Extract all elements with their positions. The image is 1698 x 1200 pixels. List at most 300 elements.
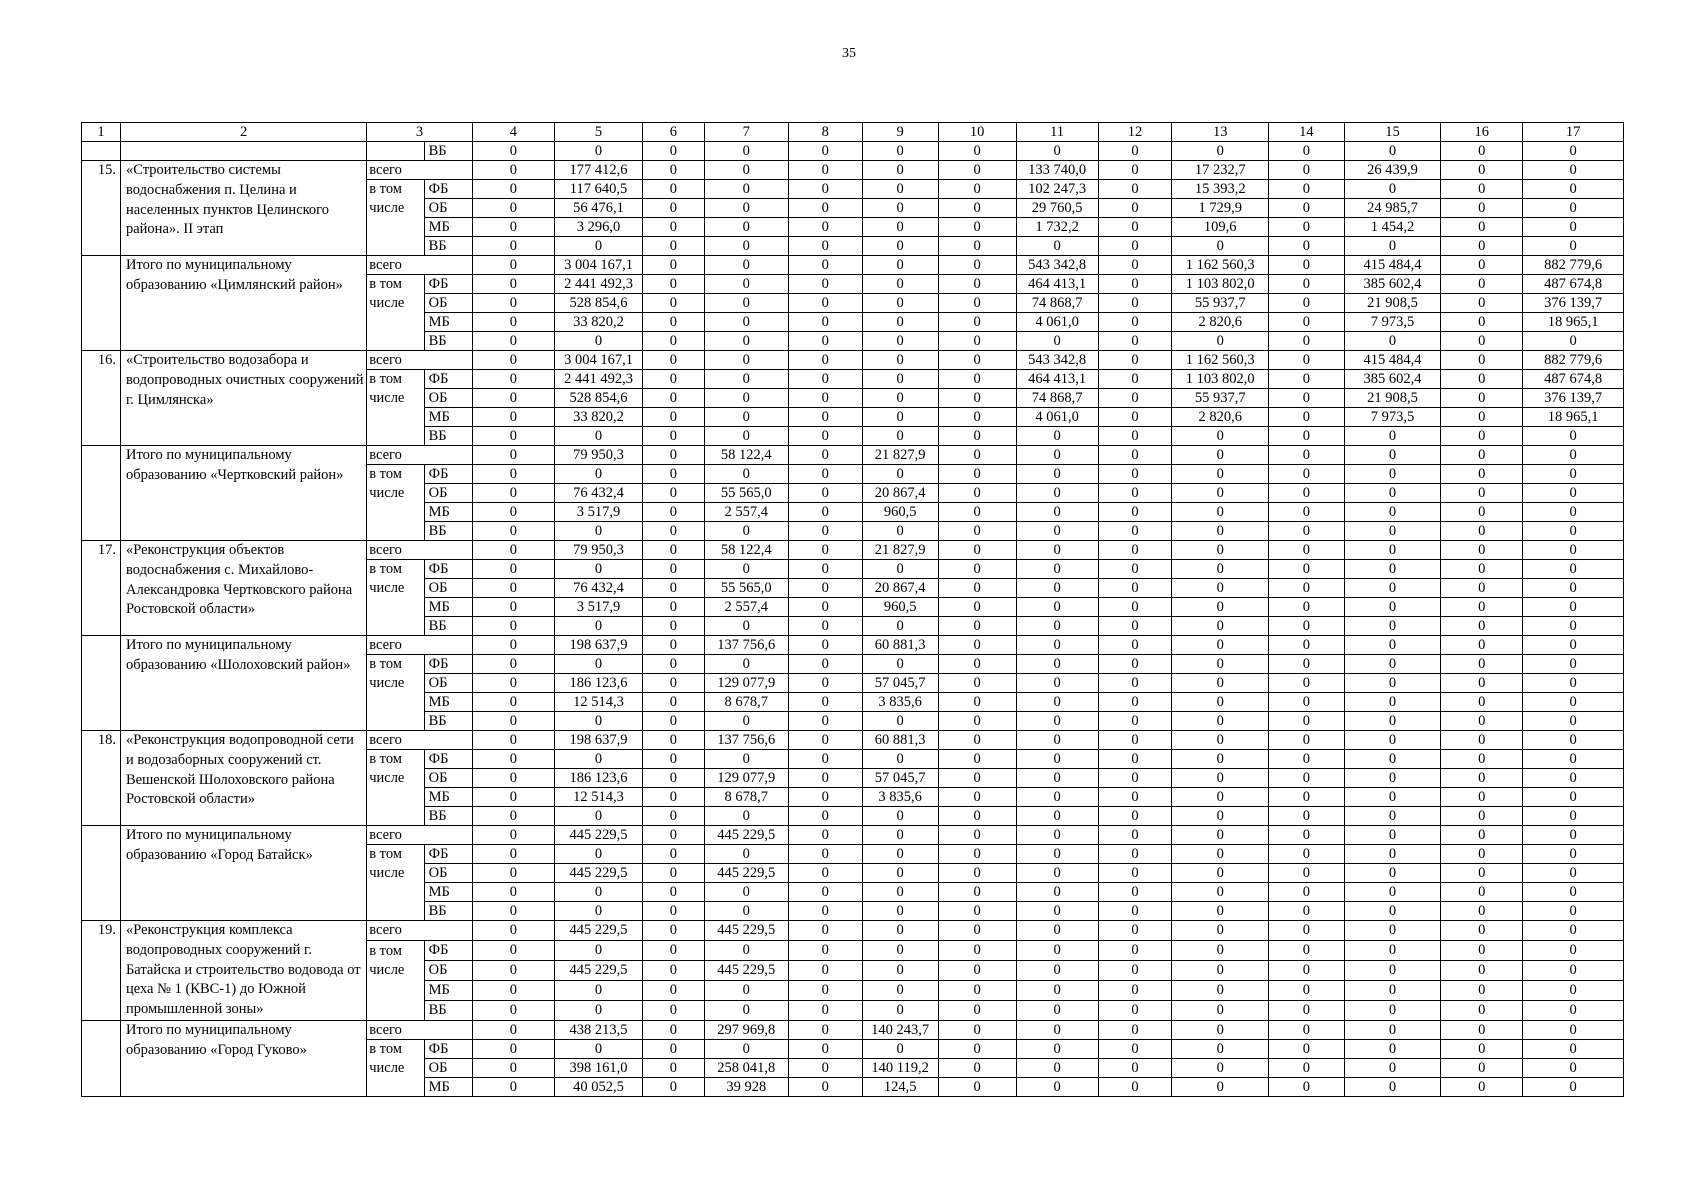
value-cell: 445 229,5 <box>554 921 642 941</box>
value-cell: 0 <box>1268 921 1344 941</box>
value-cell: 0 <box>1344 332 1440 351</box>
value-cell: 0 <box>1098 541 1172 560</box>
empty-cell <box>367 522 424 541</box>
value-cell: 0 <box>788 579 862 598</box>
value-cell: 0 <box>1172 541 1268 560</box>
value-cell: 0 <box>1523 693 1624 712</box>
value-cell: 0 <box>704 807 788 826</box>
object-name: Итого по муниципальному образованию «Чертковский район» <box>120 446 366 541</box>
value-cell: 445 229,5 <box>554 960 642 980</box>
value-cell: 17 232,7 <box>1172 161 1268 180</box>
source-label: ВБ <box>424 617 472 636</box>
value-cell: 0 <box>1523 826 1624 845</box>
including-label: числе <box>367 484 424 503</box>
value-cell: 3 296,0 <box>554 218 642 237</box>
header-cell: 4 <box>472 123 554 142</box>
value-cell: 0 <box>1098 807 1172 826</box>
value-cell: 0 <box>643 218 705 237</box>
source-label: ВБ <box>424 807 472 826</box>
value-cell: 0 <box>938 313 1016 332</box>
value-cell: 0 <box>1098 921 1172 941</box>
value-cell: 464 413,1 <box>1016 275 1098 294</box>
value-cell: 0 <box>1268 484 1344 503</box>
value-cell: 0 <box>1268 598 1344 617</box>
value-cell: 137 756,6 <box>704 731 788 750</box>
value-cell: 0 <box>938 864 1016 883</box>
value-cell: 0 <box>788 560 862 579</box>
value-cell: 0 <box>1172 465 1268 484</box>
value-cell: 0 <box>643 1058 705 1077</box>
value-cell: 0 <box>1523 1039 1624 1058</box>
value-cell: 0 <box>938 351 1016 370</box>
value-cell: 0 <box>1268 199 1344 218</box>
value-cell: 0 <box>788 332 862 351</box>
value-cell: 0 <box>1344 940 1440 960</box>
value-cell: 0 <box>1441 218 1523 237</box>
value-cell: 0 <box>1441 370 1523 389</box>
value-cell: 0 <box>643 275 705 294</box>
value-cell: 0 <box>862 864 938 883</box>
value-cell: 0 <box>704 655 788 674</box>
value-cell: 0 <box>862 921 938 941</box>
value-cell: 0 <box>643 484 705 503</box>
value-cell: 0 <box>1016 1039 1098 1058</box>
value-cell: 0 <box>1344 617 1440 636</box>
value-cell: 0 <box>1098 1039 1172 1058</box>
value-cell: 0 <box>1268 712 1344 731</box>
value-cell: 33 820,2 <box>554 313 642 332</box>
value-cell: 0 <box>1098 1058 1172 1077</box>
value-cell: 7 973,5 <box>1344 313 1440 332</box>
value-cell: 0 <box>1441 142 1523 161</box>
value-cell: 0 <box>1016 636 1098 655</box>
header-cell: 17 <box>1523 123 1624 142</box>
value-cell: 960,5 <box>862 503 938 522</box>
value-cell: 0 <box>1441 826 1523 845</box>
value-cell: 0 <box>643 598 705 617</box>
value-cell: 0 <box>1523 427 1624 446</box>
value-cell: 0 <box>1523 1020 1624 1039</box>
value-cell: 0 <box>1344 427 1440 446</box>
value-cell: 102 247,3 <box>1016 180 1098 199</box>
value-cell: 0 <box>704 522 788 541</box>
value-cell: 0 <box>1523 921 1624 941</box>
value-cell: 0 <box>1016 142 1098 161</box>
value-cell: 76 432,4 <box>554 484 642 503</box>
value-cell: 0 <box>1523 769 1624 788</box>
source-label: ОБ <box>424 294 472 313</box>
value-cell: 0 <box>1523 541 1624 560</box>
value-cell: 0 <box>1441 579 1523 598</box>
including-label: в том <box>367 750 424 769</box>
source-label: ОБ <box>424 769 472 788</box>
value-cell: 0 <box>1016 237 1098 256</box>
value-cell: 0 <box>1268 218 1344 237</box>
value-cell: 0 <box>472 864 554 883</box>
value-cell: 0 <box>788 142 862 161</box>
total-label: всего <box>367 921 473 941</box>
including-label: числе <box>367 389 424 408</box>
row-number: 18. <box>82 731 121 826</box>
value-cell: 0 <box>788 655 862 674</box>
value-cell: 0 <box>1344 674 1440 693</box>
value-cell: 0 <box>643 674 705 693</box>
value-cell: 0 <box>1098 826 1172 845</box>
value-cell: 0 <box>1098 465 1172 484</box>
value-cell: 0 <box>704 332 788 351</box>
value-cell: 0 <box>938 142 1016 161</box>
value-cell: 0 <box>554 655 642 674</box>
value-cell: 0 <box>1441 408 1523 427</box>
value-cell: 0 <box>938 408 1016 427</box>
value-cell: 177 412,6 <box>554 161 642 180</box>
value-cell: 0 <box>1344 1020 1440 1039</box>
value-cell: 0 <box>704 389 788 408</box>
value-cell: 0 <box>788 503 862 522</box>
value-cell: 129 077,9 <box>704 674 788 693</box>
value-cell: 0 <box>938 541 1016 560</box>
value-cell: 0 <box>1268 674 1344 693</box>
value-cell: 0 <box>1344 522 1440 541</box>
including-label: в том <box>367 940 424 960</box>
value-cell: 0 <box>1523 940 1624 960</box>
value-cell: 0 <box>1016 807 1098 826</box>
value-cell: 0 <box>1268 940 1344 960</box>
value-cell: 0 <box>643 788 705 807</box>
value-cell: 0 <box>1268 864 1344 883</box>
value-cell: 0 <box>1523 980 1624 1000</box>
value-cell: 0 <box>643 980 705 1000</box>
value-cell: 117 640,5 <box>554 180 642 199</box>
including-label: в том <box>367 275 424 294</box>
source-label: ФБ <box>424 275 472 294</box>
value-cell: 0 <box>1016 712 1098 731</box>
value-cell: 0 <box>704 256 788 275</box>
value-cell: 376 139,7 <box>1523 294 1624 313</box>
value-cell: 0 <box>643 940 705 960</box>
value-cell: 0 <box>643 864 705 883</box>
value-cell: 0 <box>1344 883 1440 902</box>
value-cell: 0 <box>554 940 642 960</box>
value-cell: 0 <box>1016 579 1098 598</box>
value-cell: 0 <box>788 1058 862 1077</box>
value-cell: 0 <box>704 351 788 370</box>
header-cell: 8 <box>788 123 862 142</box>
value-cell: 0 <box>1172 845 1268 864</box>
value-cell: 0 <box>1172 674 1268 693</box>
value-cell: 0 <box>472 617 554 636</box>
value-cell: 0 <box>1098 332 1172 351</box>
value-cell: 0 <box>938 1020 1016 1039</box>
value-cell: 0 <box>1441 351 1523 370</box>
table-row <box>82 142 1624 161</box>
value-cell: 0 <box>1523 674 1624 693</box>
value-cell: 0 <box>788 256 862 275</box>
value-cell: 0 <box>1523 636 1624 655</box>
value-cell: 0 <box>1523 237 1624 256</box>
value-cell: 0 <box>1268 161 1344 180</box>
value-cell: 0 <box>938 370 1016 389</box>
including-label: в том <box>367 370 424 389</box>
value-cell: 0 <box>1016 940 1098 960</box>
value-cell: 0 <box>1016 980 1098 1000</box>
value-cell: 2 820,6 <box>1172 408 1268 427</box>
value-cell: 74 868,7 <box>1016 389 1098 408</box>
value-cell: 0 <box>643 807 705 826</box>
value-cell: 29 760,5 <box>1016 199 1098 218</box>
value-cell: 0 <box>1172 598 1268 617</box>
value-cell: 57 045,7 <box>862 674 938 693</box>
value-cell: 0 <box>1441 294 1523 313</box>
value-cell: 0 <box>1172 617 1268 636</box>
value-cell: 0 <box>643 446 705 465</box>
value-cell: 0 <box>862 826 938 845</box>
value-cell: 0 <box>788 712 862 731</box>
value-cell: 0 <box>554 427 642 446</box>
value-cell: 0 <box>1172 712 1268 731</box>
value-cell: 0 <box>1344 788 1440 807</box>
value-cell: 0 <box>472 142 554 161</box>
value-cell: 0 <box>1268 370 1344 389</box>
value-cell: 0 <box>1441 674 1523 693</box>
value-cell: 8 678,7 <box>704 693 788 712</box>
value-cell: 0 <box>704 275 788 294</box>
value-cell: 0 <box>1344 541 1440 560</box>
value-cell: 0 <box>1268 750 1344 769</box>
value-cell: 0 <box>1172 332 1268 351</box>
value-cell: 0 <box>788 1000 862 1020</box>
value-cell: 3 004 167,1 <box>554 256 642 275</box>
value-cell: 0 <box>1098 617 1172 636</box>
value-cell: 882 779,6 <box>1523 351 1624 370</box>
value-cell: 0 <box>1016 788 1098 807</box>
empty-cell <box>367 712 424 731</box>
value-cell: 58 122,4 <box>704 541 788 560</box>
including-label: числе <box>367 769 424 788</box>
value-cell: 0 <box>1172 427 1268 446</box>
value-cell: 0 <box>472 712 554 731</box>
value-cell: 55 937,7 <box>1172 389 1268 408</box>
value-cell: 0 <box>1016 731 1098 750</box>
value-cell: 0 <box>1016 484 1098 503</box>
total-label: всего <box>367 446 473 465</box>
value-cell: 0 <box>1172 1058 1268 1077</box>
table-row <box>82 351 1624 370</box>
value-cell: 0 <box>938 769 1016 788</box>
including-label: числе <box>367 294 424 313</box>
value-cell: 0 <box>1344 237 1440 256</box>
value-cell: 0 <box>472 199 554 218</box>
value-cell: 0 <box>788 370 862 389</box>
value-cell: 0 <box>704 902 788 921</box>
value-cell: 0 <box>643 902 705 921</box>
value-cell: 0 <box>472 902 554 921</box>
value-cell: 0 <box>472 940 554 960</box>
value-cell: 0 <box>643 693 705 712</box>
object-name: «Реконструкция водопроводной сети и водозаборных сооружений ст. Вешенской Шолоховского района Ростовской области» <box>120 731 366 826</box>
value-cell: 0 <box>1172 902 1268 921</box>
value-cell: 0 <box>1172 655 1268 674</box>
value-cell: 20 867,4 <box>862 484 938 503</box>
value-cell: 0 <box>704 845 788 864</box>
table-row <box>82 731 1624 750</box>
value-cell: 0 <box>938 484 1016 503</box>
object-name: «Строительство системы водоснабжения п. Целина и населенных пунктов Целинского района». II этап <box>120 161 366 256</box>
value-cell: 0 <box>472 636 554 655</box>
value-cell: 0 <box>554 1000 642 1020</box>
value-cell: 0 <box>1098 275 1172 294</box>
value-cell: 0 <box>788 313 862 332</box>
value-cell: 0 <box>788 731 862 750</box>
value-cell: 0 <box>643 617 705 636</box>
value-cell: 0 <box>1441 275 1523 294</box>
including-label: числе <box>367 674 424 693</box>
value-cell: 0 <box>643 655 705 674</box>
value-cell: 0 <box>1098 960 1172 980</box>
value-cell: 0 <box>554 902 642 921</box>
value-cell: 0 <box>938 807 1016 826</box>
value-cell: 0 <box>1523 1058 1624 1077</box>
value-cell: 0 <box>1016 1077 1098 1096</box>
value-cell: 0 <box>1441 693 1523 712</box>
value-cell: 0 <box>1098 1020 1172 1039</box>
value-cell: 0 <box>643 351 705 370</box>
value-cell: 0 <box>643 731 705 750</box>
total-label: всего <box>367 1020 473 1039</box>
value-cell: 0 <box>1441 256 1523 275</box>
value-cell: 0 <box>938 522 1016 541</box>
value-cell: 2 441 492,3 <box>554 370 642 389</box>
value-cell: 0 <box>788 294 862 313</box>
value-cell: 1 454,2 <box>1344 218 1440 237</box>
value-cell: 0 <box>1172 1077 1268 1096</box>
value-cell: 0 <box>472 1020 554 1039</box>
value-cell: 0 <box>704 427 788 446</box>
value-cell: 0 <box>1268 769 1344 788</box>
value-cell: 12 514,3 <box>554 693 642 712</box>
value-cell: 0 <box>1344 864 1440 883</box>
value-cell: 0 <box>643 560 705 579</box>
empty-cell <box>367 617 424 636</box>
row-number <box>82 826 121 921</box>
header-cell: 9 <box>862 123 938 142</box>
value-cell: 0 <box>1344 960 1440 980</box>
value-cell: 0 <box>1523 750 1624 769</box>
value-cell: 0 <box>938 199 1016 218</box>
source-label: ФБ <box>424 1039 472 1058</box>
value-cell: 0 <box>1344 142 1440 161</box>
value-cell: 0 <box>862 294 938 313</box>
value-cell: 0 <box>472 161 554 180</box>
value-cell: 0 <box>1441 484 1523 503</box>
value-cell: 0 <box>938 446 1016 465</box>
value-cell: 0 <box>1098 864 1172 883</box>
value-cell: 0 <box>1344 1039 1440 1058</box>
value-cell: 0 <box>938 902 1016 921</box>
value-cell: 0 <box>704 712 788 731</box>
value-cell: 0 <box>1268 541 1344 560</box>
value-cell: 960,5 <box>862 598 938 617</box>
value-cell: 0 <box>1268 693 1344 712</box>
value-cell: 0 <box>1268 465 1344 484</box>
value-cell: 0 <box>938 1058 1016 1077</box>
value-cell: 445 229,5 <box>554 826 642 845</box>
value-cell: 0 <box>1098 731 1172 750</box>
value-cell: 0 <box>1344 712 1440 731</box>
value-cell: 0 <box>1268 980 1344 1000</box>
total-label: всего <box>367 636 473 655</box>
value-cell: 0 <box>554 237 642 256</box>
value-cell: 0 <box>788 275 862 294</box>
value-cell: 0 <box>643 503 705 522</box>
value-cell: 0 <box>1172 750 1268 769</box>
table-row <box>82 636 1624 655</box>
source-label: ОБ <box>424 199 472 218</box>
value-cell: 0 <box>472 1058 554 1077</box>
value-cell: 0 <box>472 883 554 902</box>
value-cell: 0 <box>472 769 554 788</box>
value-cell: 0 <box>788 389 862 408</box>
value-cell: 0 <box>862 313 938 332</box>
header-cell: 6 <box>643 123 705 142</box>
value-cell: 0 <box>554 142 642 161</box>
empty-cell <box>367 503 424 522</box>
value-cell: 0 <box>1268 237 1344 256</box>
value-cell: 0 <box>1268 313 1344 332</box>
value-cell: 0 <box>1441 465 1523 484</box>
value-cell: 0 <box>1523 960 1624 980</box>
row-number <box>82 256 121 351</box>
value-cell: 0 <box>788 161 862 180</box>
value-cell: 21 908,5 <box>1344 294 1440 313</box>
value-cell: 0 <box>788 1039 862 1058</box>
value-cell: 0 <box>862 522 938 541</box>
value-cell: 0 <box>704 408 788 427</box>
value-cell: 0 <box>704 465 788 484</box>
value-cell: 0 <box>1016 1000 1098 1020</box>
value-cell: 0 <box>1523 465 1624 484</box>
value-cell: 0 <box>862 980 938 1000</box>
value-cell: 0 <box>1268 427 1344 446</box>
value-cell: 0 <box>472 921 554 941</box>
value-cell: 0 <box>1441 313 1523 332</box>
value-cell: 0 <box>1523 883 1624 902</box>
value-cell: 0 <box>788 351 862 370</box>
value-cell: 0 <box>1441 864 1523 883</box>
value-cell: 0 <box>554 332 642 351</box>
value-cell: 0 <box>938 750 1016 769</box>
value-cell: 0 <box>1016 826 1098 845</box>
source-label: МБ <box>424 313 472 332</box>
value-cell: 438 213,5 <box>554 1020 642 1039</box>
value-cell: 0 <box>1523 522 1624 541</box>
value-cell: 0 <box>788 674 862 693</box>
value-cell: 0 <box>938 921 1016 941</box>
value-cell: 0 <box>704 617 788 636</box>
value-cell: 0 <box>1344 503 1440 522</box>
value-cell: 0 <box>1344 1058 1440 1077</box>
value-cell: 0 <box>1172 560 1268 579</box>
value-cell: 0 <box>643 180 705 199</box>
value-cell: 0 <box>1441 980 1523 1000</box>
value-cell: 0 <box>1441 883 1523 902</box>
value-cell: 0 <box>1098 750 1172 769</box>
value-cell: 0 <box>1344 560 1440 579</box>
value-cell: 55 565,0 <box>704 484 788 503</box>
value-cell: 39 928 <box>704 1077 788 1096</box>
source-label: ВБ <box>424 142 472 161</box>
value-cell: 0 <box>704 237 788 256</box>
